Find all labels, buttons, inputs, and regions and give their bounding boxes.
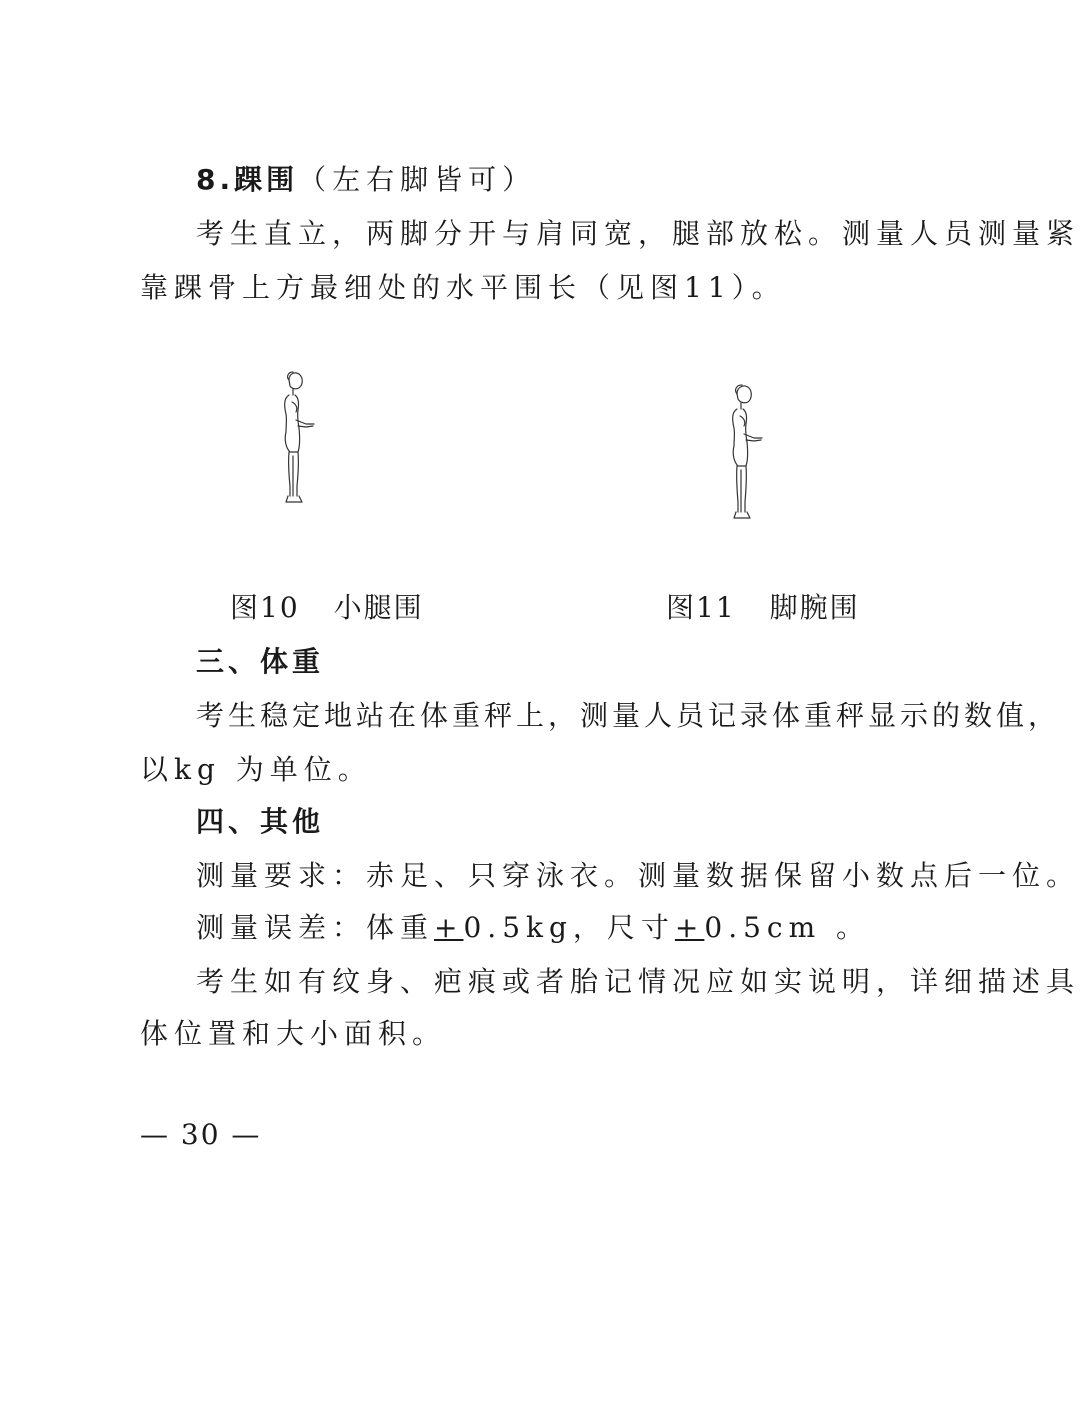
weight-tolerance: 0.5kg，尺寸 [463, 911, 675, 944]
figure-11-label: 图11 [666, 591, 736, 624]
tattoo-note-line-1: 考生如有纹身、疤痕或者胎记情况应如实说明，详细描述具 [196, 965, 1080, 998]
section-3-heading: 三、体重 [196, 645, 325, 678]
figure-10-title: 小腿围 [333, 591, 424, 624]
section-8-title: 踝围 [234, 163, 299, 196]
figure-11-illustration [712, 380, 782, 524]
measurement-requirements: 测量要求：赤足、只穿泳衣。测量数据保留小数点后一位。 [196, 859, 1080, 892]
measurement-error [196, 906, 870, 946]
section-3-paragraph-line-1: 考生稳定地站在体重秤上，测量人员记录体重秤显示的数值， [196, 699, 1061, 732]
figure-10-label: 图10 [230, 591, 300, 624]
section-8-note: （左右脚皆可） [298, 163, 537, 196]
size-tolerance: 0.5cm 。 [704, 911, 871, 944]
plus-minus-sign-size: + [674, 911, 705, 944]
tattoo-note-line-2: 体位置和大小面积。 [140, 1017, 447, 1050]
section-8-paragraph-line-1: 考生直立，两脚分开与肩同宽，腿部放松。测量人员测量紧 [196, 217, 1080, 250]
figure-11-caption [666, 586, 860, 626]
section-8-number: 8. [196, 163, 235, 196]
figure-10-caption [230, 586, 424, 626]
figure-11-title: 脚腕围 [769, 591, 860, 624]
measurement-error-prefix: 测量误差：体重 [196, 911, 435, 944]
section-3-paragraph-line-2: 以kg 为单位。 [140, 753, 372, 786]
figure-10-illustration [262, 368, 332, 508]
section-4-heading: 四、其他 [196, 805, 325, 838]
plus-minus-sign-weight: + [434, 911, 464, 944]
section-8-paragraph-line-2: 靠踝骨上方最细处的水平围长（见图11）。 [140, 271, 786, 304]
section-8-heading [196, 158, 536, 198]
page-number: — 30 — [140, 1118, 262, 1151]
